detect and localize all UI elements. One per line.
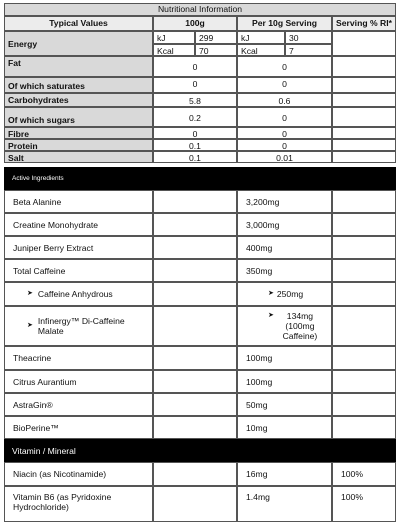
vitamin-name-1 xyxy=(4,486,153,522)
nutrient-ri-2 xyxy=(332,93,396,107)
active-ingredient-name-4-text: Caffeine Anhydrous xyxy=(37,289,113,299)
nutrient-10g-5-text: 0 xyxy=(282,140,287,151)
energy-kcal-label-100 xyxy=(153,44,195,56)
active-ri-4 xyxy=(332,282,396,306)
nutrient-label-5-text: Protein xyxy=(8,141,38,151)
nutrient-100g-3 xyxy=(153,107,237,127)
vitamin-name-1-text: Vitamin B6 (as Pyridoxine Hydrochloride) xyxy=(13,492,112,512)
nutrient-ri-5 xyxy=(332,139,396,151)
active-empty-8 xyxy=(153,393,237,416)
active-ingredient-amount-2-text: 400mg xyxy=(246,242,273,253)
nutrient-10g-3 xyxy=(237,107,332,127)
vitamin-ri-1-text: 100% xyxy=(341,492,363,502)
vitamin-header-text: Vitamin / Mineral xyxy=(12,446,76,456)
nutrient-label-5 xyxy=(4,139,153,151)
nutrient-ri-1 xyxy=(332,77,396,93)
energy-kcal-100 xyxy=(195,44,237,56)
active-ingredient-name-2 xyxy=(4,236,153,259)
active-ingredient-name-5-text: Infinergy™ Di-Caffeine Malate xyxy=(37,316,125,336)
nutrient-label-2 xyxy=(4,93,153,107)
active-empty-3 xyxy=(153,259,237,282)
header-ri xyxy=(332,16,396,31)
arrow-icon: ➤ xyxy=(27,322,33,329)
nutrient-ri-3 xyxy=(332,107,396,127)
active-ingredient-amount-5 xyxy=(237,306,332,346)
active-ingredient-name-8 xyxy=(4,393,153,416)
nutrient-10g-1 xyxy=(237,77,332,93)
energy-kj-label-10 xyxy=(237,31,285,44)
active-ingredient-name-0 xyxy=(4,190,153,213)
active-empty-2 xyxy=(153,236,237,259)
active-ingredient-name-9 xyxy=(4,416,153,439)
active-empty-4 xyxy=(153,282,237,306)
active-ri-5 xyxy=(332,306,396,346)
nutrient-10g-4-text: 0 xyxy=(282,128,287,139)
active-ingredient-name-2-text: Juniper Berry Extract xyxy=(13,242,94,253)
kj-label-10-text: kJ xyxy=(241,33,250,43)
nutrient-label-3 xyxy=(4,107,153,127)
nutrient-100g-1 xyxy=(153,77,237,93)
nutrient-100g-5-text: 0.1 xyxy=(189,140,201,151)
nutrient-100g-2-text: 5.8 xyxy=(189,95,201,106)
energy-kj-10 xyxy=(285,31,332,44)
nutrient-10g-6-text: 0.01 xyxy=(276,152,293,163)
header-ri-text: Serving % RI* xyxy=(336,18,392,28)
active-ingredient-amount-5-text: 134mg (100mg Caffeine) xyxy=(282,311,318,341)
vitamin-amount-0 xyxy=(237,462,332,486)
active-ingredient-amount-0 xyxy=(237,190,332,213)
kcal-100-text: 70 xyxy=(199,46,209,56)
nutrient-10g-2 xyxy=(237,93,332,107)
nutrient-10g-0-text: 0 xyxy=(282,62,287,72)
header-100g-text: 100g xyxy=(185,18,205,28)
nutrient-100g-5 xyxy=(153,139,237,151)
energy-ri xyxy=(332,31,396,56)
title-text: Nutritional Information xyxy=(157,4,243,14)
active-ri-0 xyxy=(332,190,396,213)
active-ingredient-amount-9-text: 10mg xyxy=(246,422,268,433)
active-ingredient-name-7-text: Citrus Aurantium xyxy=(13,376,77,387)
active-ingredient-name-1-text: Creatine Monohydrate xyxy=(13,219,99,230)
energy-kj-label-100 xyxy=(153,31,195,44)
nutrient-10g-2-text: 0.6 xyxy=(278,95,291,106)
kcal-label-10-text: Kcal xyxy=(241,46,258,56)
energy-label-text: Energy xyxy=(8,39,38,49)
table-title xyxy=(4,3,396,16)
vitamin-ri-0-text: 100% xyxy=(341,469,363,479)
nutrient-100g-6 xyxy=(153,151,237,163)
active-ri-9 xyxy=(332,416,396,439)
nutrient-label-2-text: Carbohydrates xyxy=(8,95,69,105)
nutrient-label-1 xyxy=(4,77,153,93)
active-ingredient-name-4 xyxy=(4,282,153,306)
nutrient-100g-4-text: 0 xyxy=(192,128,198,139)
active-ingredient-amount-3-text: 350mg xyxy=(246,265,273,276)
arrow-icon: ➤ xyxy=(268,312,274,319)
active-ingredient-name-0-text: Beta Alanine xyxy=(13,196,62,207)
energy-kj-100 xyxy=(195,31,237,44)
active-ri-8 xyxy=(332,393,396,416)
kcal-10-text: 7 xyxy=(289,46,294,56)
active-ingredient-amount-0-text: 3,200mg xyxy=(246,196,280,207)
nutrient-10g-4 xyxy=(237,127,332,139)
active-ri-3 xyxy=(332,259,396,282)
header-per-10g xyxy=(237,16,332,31)
active-ingredient-name-6 xyxy=(4,346,153,370)
active-empty-1 xyxy=(153,213,237,236)
active-ri-2 xyxy=(332,236,396,259)
arrow-icon: ➤ xyxy=(268,290,274,297)
nutrient-10g-3-text: 0 xyxy=(282,112,287,123)
nutrient-label-0-text: Fat xyxy=(8,58,21,68)
active-ingredients-header xyxy=(4,167,396,190)
active-ingredient-amount-6-text: 100mg xyxy=(246,353,273,363)
active-empty-7 xyxy=(153,370,237,393)
active-ingredient-name-8-text: AstraGin® xyxy=(13,399,53,410)
active-ingredient-amount-9 xyxy=(237,416,332,439)
active-empty-6 xyxy=(153,346,237,370)
arrow-icon: ➤ xyxy=(27,290,33,297)
vitamin-ri-1 xyxy=(332,486,396,522)
vitamin-empty-1 xyxy=(153,486,237,522)
kj-label-100-text: kJ xyxy=(157,33,166,43)
nutrient-label-4 xyxy=(4,127,153,139)
active-ri-1 xyxy=(332,213,396,236)
active-ri-6 xyxy=(332,346,396,370)
active-empty-0 xyxy=(153,190,237,213)
nutrient-label-1-text: Of which saturates xyxy=(8,81,85,91)
energy-kcal-label-10 xyxy=(237,44,285,56)
active-ingredient-amount-6 xyxy=(237,346,332,370)
active-ingredient-name-7 xyxy=(4,370,153,393)
active-ingredient-amount-8-text: 50mg xyxy=(246,399,268,410)
vitamin-name-0 xyxy=(4,462,153,486)
nutrient-label-6-text: Salt xyxy=(8,153,24,163)
header-per10-text: Per 10g Serving xyxy=(252,18,317,28)
nutrient-label-0 xyxy=(4,56,153,77)
kj-100-text: 299 xyxy=(199,33,214,43)
nutrient-100g-4 xyxy=(153,127,237,139)
active-ingredient-amount-2 xyxy=(237,236,332,259)
nutrient-ri-6 xyxy=(332,151,396,163)
nutrient-10g-5 xyxy=(237,139,332,151)
header-100g xyxy=(153,16,237,31)
active-empty-5 xyxy=(153,306,237,346)
nutrient-label-6 xyxy=(4,151,153,163)
nutrient-label-3-text: Of which sugars xyxy=(8,115,75,125)
energy-kcal-10 xyxy=(285,44,332,56)
active-ingredient-amount-8 xyxy=(237,393,332,416)
nutrient-10g-0 xyxy=(237,56,332,77)
active-ri-7 xyxy=(332,370,396,393)
active-ingredient-amount-4-text: 250mg xyxy=(276,289,304,299)
vitamin-amount-1-text: 1.4mg xyxy=(246,492,270,502)
active-ingredient-amount-4 xyxy=(237,282,332,306)
nutrient-10g-6 xyxy=(237,151,332,163)
active-ingredient-amount-1-text: 3,000mg xyxy=(246,219,280,230)
active-ingredient-amount-3 xyxy=(237,259,332,282)
active-ingredient-name-3 xyxy=(4,259,153,282)
active-ingredient-name-1 xyxy=(4,213,153,236)
vitamin-amount-1 xyxy=(237,486,332,522)
nutrient-100g-0-text: 0 xyxy=(192,62,198,72)
nutrient-ri-0 xyxy=(332,56,396,77)
active-ingredient-name-6-text: Theacrine xyxy=(13,353,52,363)
active-ingredient-amount-7 xyxy=(237,370,332,393)
nutrient-100g-6-text: 0.1 xyxy=(189,152,201,163)
vitamin-amount-0-text: 16mg xyxy=(246,469,268,479)
kcal-label-100-text: Kcal xyxy=(157,46,174,56)
nutrient-100g-3-text: 0.2 xyxy=(189,112,201,123)
header-typical-text: Typical Values xyxy=(49,18,108,28)
energy-label xyxy=(4,31,153,56)
vitamin-mineral-header xyxy=(4,439,396,462)
vitamin-empty-0 xyxy=(153,462,237,486)
active-ingredient-name-5 xyxy=(4,306,153,346)
nutrient-ri-4 xyxy=(332,127,396,139)
nutrient-100g-2 xyxy=(153,93,237,107)
active-empty-9 xyxy=(153,416,237,439)
nutrient-100g-0 xyxy=(153,56,237,77)
active-ingredient-amount-1 xyxy=(237,213,332,236)
nutrient-10g-1-text: 0 xyxy=(282,79,287,89)
vitamin-name-0-text: Niacin (as Nicotinamide) xyxy=(13,469,107,479)
nutrient-100g-1-text: 0 xyxy=(192,79,198,89)
nutrient-label-4-text: Fibre xyxy=(8,129,30,139)
active-ingredient-amount-7-text: 100mg xyxy=(246,376,273,387)
active-ingredient-name-9-text: BioPerine™ xyxy=(13,422,59,433)
header-typical-values xyxy=(4,16,153,31)
vitamin-ri-0 xyxy=(332,462,396,486)
active-ingredient-name-3-text: Total Caffeine xyxy=(13,265,66,276)
kj-10-text: 30 xyxy=(289,33,299,43)
active-header-text: Active Ingredients xyxy=(12,175,64,182)
